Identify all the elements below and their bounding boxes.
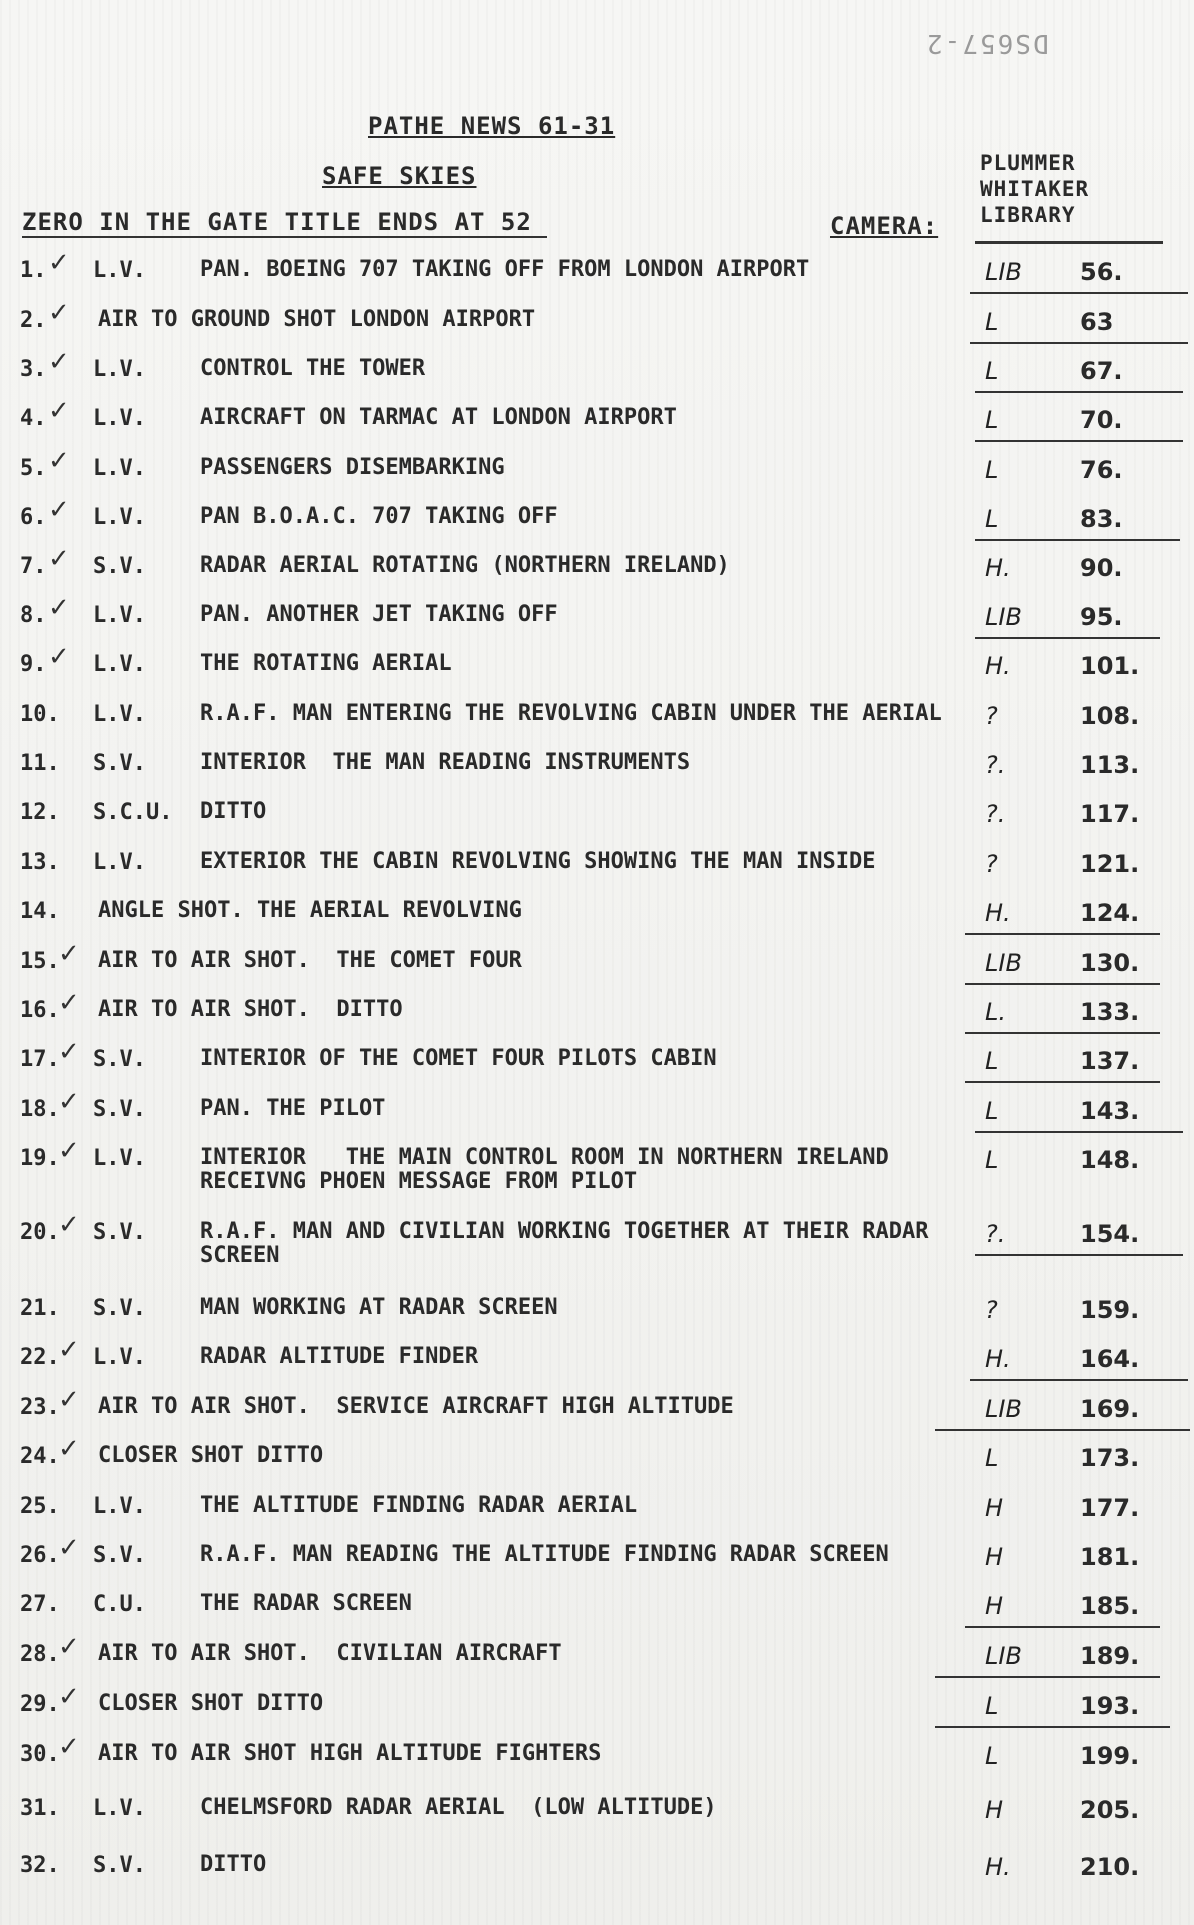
shot-number: 6.	[20, 505, 47, 530]
library-mark: H	[985, 1592, 1004, 1620]
footage-count: 113.	[1080, 751, 1140, 779]
library-mark: ?.	[985, 1220, 1006, 1248]
check-mark-icon: ✓	[58, 1682, 80, 1712]
check-mark-icon: ✓	[48, 396, 70, 426]
library-mark: H.	[985, 1345, 1011, 1373]
shot-type: L.V.	[93, 652, 146, 677]
library-mark: L	[985, 308, 999, 336]
shot-type: C.U.	[93, 1592, 146, 1617]
document-subtitle: SAFE SKIES	[322, 162, 477, 190]
library-mark: LIB	[985, 1642, 1022, 1670]
shot-number: 16.	[20, 998, 60, 1023]
shot-row	[0, 800, 1194, 840]
check-mark-icon: ✓	[58, 1210, 80, 1240]
library-mark: ?	[985, 1296, 998, 1324]
shot-row	[0, 1434, 1194, 1484]
handwritten-rule	[970, 342, 1188, 344]
shot-description: AIR TO AIR SHOT. DITTO	[98, 997, 403, 1022]
handwritten-rule	[975, 539, 1180, 541]
shot-row	[0, 446, 1194, 496]
shot-number: 23.	[20, 1395, 60, 1420]
shot-description: PAN. BOEING 707 TAKING OFF FROM LONDON AIRPORT	[200, 257, 810, 282]
shot-number: 14.	[20, 899, 60, 924]
library-header-line: LIBRARY	[980, 203, 1076, 227]
shot-type: S.V.	[93, 1220, 146, 1245]
shot-number: 15.	[20, 949, 60, 974]
check-mark-icon: ✓	[48, 347, 70, 377]
shot-description: R.A.F. MAN AND CIVILIAN WORKING TOGETHER AT THEIR RADAR SCREEN	[200, 1219, 929, 1268]
shot-description: DITTO	[200, 1852, 267, 1877]
shot-number: 21.	[20, 1296, 60, 1321]
shot-description: CONTROL THE TOWER	[200, 356, 426, 381]
shot-number: 28.	[20, 1642, 60, 1667]
shot-description: PAN. ANOTHER JET TAKING OFF	[200, 602, 558, 627]
handwritten-rule	[975, 391, 1183, 393]
shot-description: THE ALTITUDE FINDING RADAR AERIAL	[200, 1493, 638, 1518]
shot-number: 20.	[20, 1220, 60, 1245]
handwritten-rule	[965, 1626, 1160, 1628]
shot-type: L.V.	[93, 702, 146, 727]
check-mark-icon: ✓	[48, 544, 70, 574]
shot-number: 29.	[20, 1692, 60, 1717]
shot-type: S.V.	[93, 1543, 146, 1568]
shot-type: L.V.	[93, 406, 146, 431]
shot-type: S.V.	[93, 1853, 146, 1878]
check-mark-icon: ✓	[58, 1533, 80, 1563]
check-mark-icon: ✓	[58, 1136, 80, 1166]
shot-type: L.V.	[93, 603, 146, 628]
shot-description: RADAR AERIAL ROTATING (NORTHERN IRELAND)	[200, 553, 730, 578]
shot-description: R.A.F. MAN READING THE ALTITUDE FINDING RADAR SCREEN	[200, 1542, 889, 1567]
check-mark-icon: ✓	[48, 495, 70, 525]
library-header-line: WHITAKER	[980, 177, 1090, 201]
shot-description: AIRCRAFT ON TARMAC AT LONDON AIRPORT	[200, 405, 677, 430]
library-mark: LIB	[985, 258, 1022, 286]
check-mark-icon: ✓	[48, 446, 70, 476]
shot-number: 5.	[20, 456, 47, 481]
shot-number: 10.	[20, 702, 60, 727]
shot-description: RADAR ALTITUDE FINDER	[200, 1344, 479, 1369]
footage-count: 177.	[1080, 1494, 1140, 1522]
shot-number: 13.	[20, 850, 60, 875]
handwritten-rule	[975, 1131, 1183, 1133]
shot-description: AIR TO AIR SHOT. SERVICE AIRCRAFT HIGH ALTITUDE	[98, 1394, 734, 1419]
check-mark-icon: ✓	[58, 1335, 80, 1365]
shot-type: L.V.	[93, 357, 146, 382]
footage-count: 193.	[1080, 1692, 1140, 1720]
handwritten-rule	[965, 1081, 1160, 1083]
footage-count: 210.	[1080, 1853, 1140, 1881]
check-mark-icon: ✓	[58, 1632, 80, 1662]
shot-type: S.C.U.	[93, 800, 173, 825]
library-mark: L	[985, 1146, 999, 1174]
footage-count: 133.	[1080, 998, 1140, 1026]
shot-number: 2.	[20, 308, 47, 333]
shot-number: 8.	[20, 603, 47, 628]
library-mark: LIB	[985, 949, 1022, 977]
handwritten-rule	[970, 1379, 1188, 1381]
shot-description: R.A.F. MAN ENTERING THE REVOLVING CABIN UNDER THE AERIAL	[200, 701, 942, 726]
shot-number: 11.	[20, 751, 60, 776]
shot-number: 30.	[20, 1742, 60, 1767]
footage-count: 169.	[1080, 1395, 1140, 1423]
shot-description: AIR TO AIR SHOT. THE COMET FOUR	[98, 948, 522, 973]
shot-type: L.V.	[93, 1345, 146, 1370]
footage-count: 181.	[1080, 1543, 1140, 1571]
shot-description: ANGLE SHOT. THE AERIAL REVOLVING	[98, 898, 522, 923]
footage-count: 154.	[1080, 1220, 1140, 1248]
shot-row	[0, 1296, 1194, 1336]
shot-type: S.V.	[93, 751, 146, 776]
handwritten-rule	[935, 1429, 1190, 1431]
footage-count: 148.	[1080, 1146, 1140, 1174]
shot-description: CLOSER SHOT DITTO	[98, 1443, 324, 1468]
shot-type: S.V.	[93, 1047, 146, 1072]
check-mark-icon: ✓	[48, 593, 70, 623]
shot-row	[0, 1494, 1194, 1534]
footage-count: 173.	[1080, 1444, 1140, 1472]
library-mark: L	[985, 406, 999, 434]
shot-type: L.V.	[93, 456, 146, 481]
shot-number: 1.	[20, 258, 47, 283]
shot-row	[0, 1533, 1194, 1583]
shot-type: S.V.	[93, 554, 146, 579]
shot-description: INTERIOR OF THE COMET FOUR PILOTS CABIN	[200, 1046, 717, 1071]
handwritten-rule	[935, 1676, 1160, 1678]
footage-count: 185.	[1080, 1592, 1140, 1620]
shot-description: AIR TO AIR SHOT. CIVILIAN AIRCRAFT	[98, 1641, 562, 1666]
library-mark: L	[985, 1692, 999, 1720]
footage-count: 121.	[1080, 850, 1140, 878]
shot-type: S.V.	[93, 1296, 146, 1321]
shot-number: 27.	[20, 1592, 60, 1617]
handwritten-rule	[975, 637, 1160, 639]
shot-number: 19.	[20, 1146, 60, 1171]
library-mark: H.	[985, 554, 1011, 582]
handwritten-rule	[935, 1726, 1170, 1728]
shot-number: 24.	[20, 1444, 60, 1469]
shot-type: S.V.	[93, 1097, 146, 1122]
check-mark-icon: ✓	[58, 1087, 80, 1117]
footage-count: 70.	[1080, 406, 1123, 434]
shot-row	[0, 1732, 1194, 1782]
shot-number: 25.	[20, 1494, 60, 1519]
footage-count: 137.	[1080, 1047, 1140, 1075]
shot-description: INTERIOR THE MAIN CONTROL ROOM IN NORTHERN IRELAND RECEIVNG PHOEN MESSAGE FROM PILOT	[200, 1145, 889, 1194]
library-underline	[975, 241, 1163, 244]
footage-count: 63	[1080, 308, 1114, 336]
footage-count: 143.	[1080, 1097, 1140, 1125]
library-mark: L	[985, 456, 999, 484]
shot-row	[0, 1796, 1194, 1836]
shot-number: 18.	[20, 1097, 60, 1122]
library-mark: L	[985, 1047, 999, 1075]
library-mark: H	[985, 1494, 1004, 1522]
check-mark-icon: ✓	[48, 248, 70, 278]
library-mark: ?.	[985, 800, 1006, 828]
shot-type: L.V.	[93, 258, 146, 283]
footage-count: 76.	[1080, 456, 1123, 484]
shot-number: 26.	[20, 1543, 60, 1568]
shot-description: EXTERIOR THE CABIN REVOLVING SHOWING THE MAN INSIDE	[200, 849, 876, 874]
shot-description: THE ROTATING AERIAL	[200, 651, 452, 676]
library-mark: LIB	[985, 1395, 1022, 1423]
library-header-line: PLUMMER	[980, 151, 1076, 175]
footage-count: 67.	[1080, 357, 1123, 385]
library-header	[980, 150, 1089, 228]
library-mark: ?.	[985, 751, 1006, 779]
zero-gate-note: ZERO IN THE GATE TITLE ENDS AT 52	[22, 208, 532, 236]
shot-row	[0, 702, 1194, 742]
library-mark: H.	[985, 652, 1011, 680]
zero-underline	[22, 236, 547, 238]
footage-count: 124.	[1080, 899, 1140, 927]
shot-type: L.V.	[93, 505, 146, 530]
shot-description: MAN WORKING AT RADAR SCREEN	[200, 1295, 558, 1320]
handwritten-rule	[965, 983, 1160, 985]
shot-type: L.V.	[93, 1494, 146, 1519]
shot-number: 3.	[20, 357, 47, 382]
handwritten-rule	[970, 292, 1188, 294]
reference-number: DS657-2	[925, 28, 1049, 58]
shot-description: THE RADAR SCREEN	[200, 1591, 412, 1616]
shot-number: 4.	[20, 406, 47, 431]
shot-row	[0, 642, 1194, 692]
check-mark-icon: ✓	[58, 939, 80, 969]
shot-number: 9.	[20, 652, 47, 677]
footage-count: 108.	[1080, 702, 1140, 730]
library-mark: L	[985, 357, 999, 385]
footage-count: 117.	[1080, 800, 1140, 828]
check-mark-icon: ✓	[58, 1434, 80, 1464]
shot-number: 32.	[20, 1853, 60, 1878]
shot-row	[0, 850, 1194, 890]
shot-number: 22.	[20, 1345, 60, 1370]
library-mark: L	[985, 1742, 999, 1770]
footage-count: 95.	[1080, 603, 1123, 631]
footage-count: 83.	[1080, 505, 1123, 533]
check-mark-icon: ✓	[48, 642, 70, 672]
check-mark-icon: ✓	[48, 298, 70, 328]
footage-count: 90.	[1080, 554, 1123, 582]
shot-description: PASSENGERS DISEMBARKING	[200, 455, 505, 480]
shot-row	[0, 1136, 1194, 1194]
footage-count: 205.	[1080, 1796, 1140, 1824]
library-mark: H.	[985, 899, 1011, 927]
shot-description: AIR TO GROUND SHOT LONDON AIRPORT	[98, 307, 536, 332]
footage-count: 189.	[1080, 1642, 1140, 1670]
shot-type: L.V.	[93, 1146, 146, 1171]
shot-number: 31.	[20, 1796, 60, 1821]
library-mark: H.	[985, 1853, 1011, 1881]
shot-description: CLOSER SHOT DITTO	[98, 1691, 324, 1716]
shot-description: AIR TO AIR SHOT HIGH ALTITUDE FIGHTERS	[98, 1741, 602, 1766]
library-mark: ?	[985, 702, 998, 730]
shot-type: L.V.	[93, 1796, 146, 1821]
footage-count: 130.	[1080, 949, 1140, 977]
library-mark: H	[985, 1543, 1004, 1571]
handwritten-rule	[975, 440, 1183, 442]
shot-row	[0, 1853, 1194, 1893]
footage-count: 199.	[1080, 1742, 1140, 1770]
footage-count: 56.	[1080, 258, 1123, 286]
handwritten-rule	[965, 933, 1160, 935]
library-mark: L	[985, 505, 999, 533]
shot-number: 12.	[20, 800, 60, 825]
library-mark: LIB	[985, 603, 1022, 631]
shot-row	[0, 751, 1194, 791]
shot-description: DITTO	[200, 799, 267, 824]
shot-number: 7.	[20, 554, 47, 579]
shot-type: L.V.	[93, 850, 146, 875]
footage-count: 159.	[1080, 1296, 1140, 1324]
camera-label: CAMERA:	[830, 212, 939, 240]
shot-row	[0, 544, 1194, 594]
document-title: PATHE NEWS 61-31	[368, 112, 616, 140]
shot-description: PAN. THE PILOT	[200, 1096, 386, 1121]
handwritten-rule	[965, 1032, 1160, 1034]
footage-count: 101.	[1080, 652, 1140, 680]
shot-description: PAN B.O.A.C. 707 TAKING OFF	[200, 504, 558, 529]
library-mark: L	[985, 1097, 999, 1125]
library-mark: H	[985, 1796, 1004, 1824]
library-mark: ?	[985, 850, 998, 878]
check-mark-icon: ✓	[58, 988, 80, 1018]
library-mark: L	[985, 1444, 999, 1472]
shot-description: INTERIOR THE MAN READING INSTRUMENTS	[200, 750, 691, 775]
library-mark: L.	[985, 998, 1006, 1026]
shot-number: 17.	[20, 1047, 60, 1072]
check-mark-icon: ✓	[58, 1037, 80, 1067]
handwritten-rule	[975, 1254, 1183, 1256]
check-mark-icon: ✓	[58, 1385, 80, 1415]
check-mark-icon: ✓	[58, 1732, 80, 1762]
footage-count: 164.	[1080, 1345, 1140, 1373]
shot-description: CHELMSFORD RADAR AERIAL (LOW ALTITUDE)	[200, 1795, 717, 1820]
